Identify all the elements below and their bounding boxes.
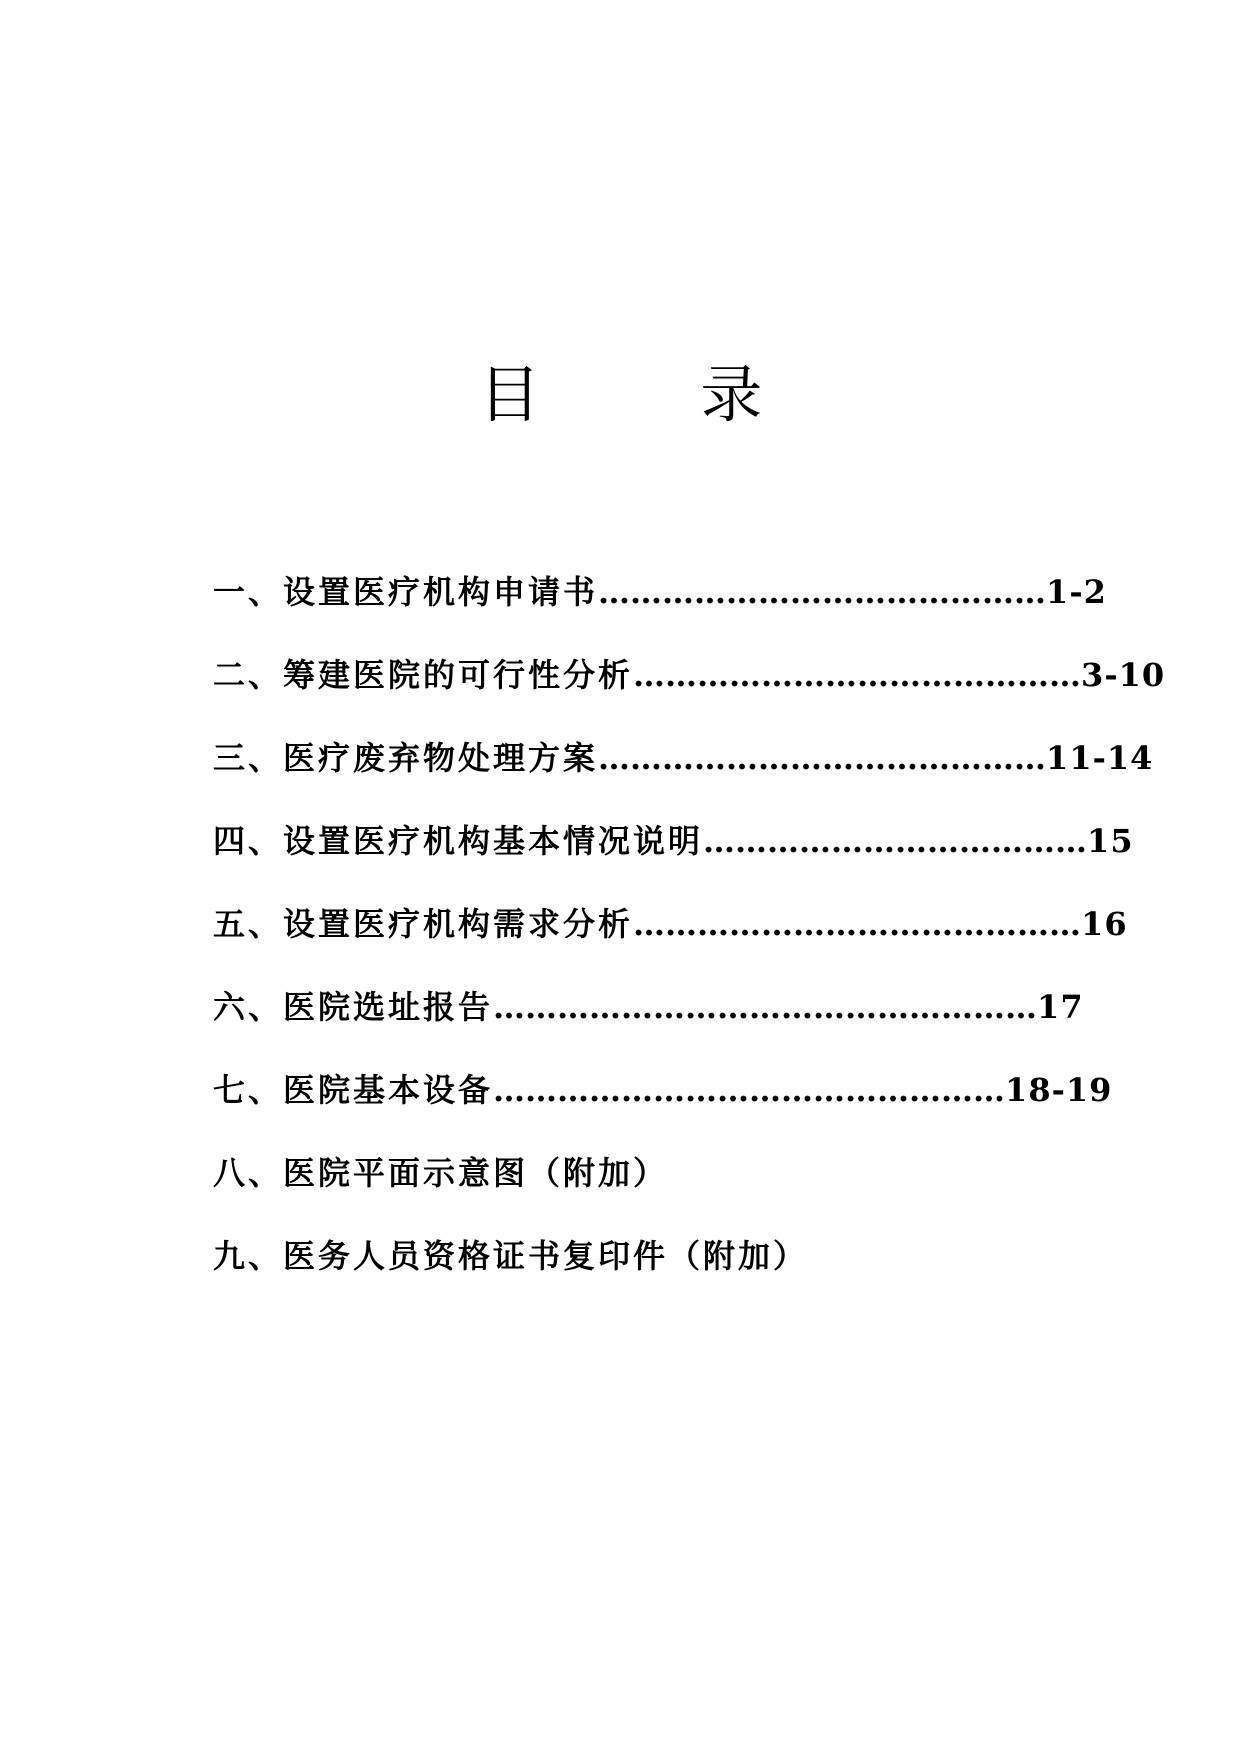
toc-entry-number: 六 (213, 988, 249, 1026)
toc-entry-separator: 、 (248, 822, 284, 860)
toc-entry-number: 九 (213, 1237, 249, 1275)
toc-dot-leader: ……………………………… (703, 822, 1088, 860)
toc-entry-3 (213, 734, 1213, 817)
toc-entry-title: 医务人员资格证书复印件 (283, 1237, 669, 1275)
toc-entry-4 (213, 817, 1213, 900)
toc-dot-leader: …………………………………… (598, 573, 1047, 611)
toc-entry-8 (213, 1149, 1213, 1232)
toc-page-number: 3-10 (1081, 656, 1166, 694)
toc-dot-leader: …………………………………… (633, 656, 1082, 694)
toc-entry-title: 设置医疗机构基本情况说明 (283, 822, 704, 860)
toc-dot-leader: …………………………………… (633, 905, 1082, 943)
toc-page-number: 18-19 (1005, 1071, 1113, 1109)
toc-entry-separator: 、 (248, 988, 284, 1026)
toc-entry-title: 设置医疗机构申请书 (283, 573, 599, 611)
toc-page-number: 1-2 (1046, 573, 1107, 611)
toc-entry-2 (213, 651, 1213, 734)
toc-entry-separator: 、 (248, 1237, 284, 1275)
toc-entry-number: 四 (213, 822, 249, 860)
toc-entry-title: 医院平面示意图 (283, 1154, 529, 1192)
toc-entry-note: （附加） (528, 1154, 669, 1192)
table-of-contents (213, 568, 1213, 1315)
toc-dot-leader: …………………………………………… (493, 988, 1038, 1026)
toc-page-number: 16 (1081, 905, 1128, 943)
toc-entry-7 (213, 1066, 1213, 1149)
toc-page-number: 15 (1087, 822, 1134, 860)
toc-entry-separator: 、 (248, 739, 284, 777)
toc-entry-title: 医院选址报告 (283, 988, 494, 1026)
toc-entry-1 (213, 568, 1213, 651)
toc-entry-number: 七 (213, 1071, 249, 1109)
toc-page-number: 11-14 (1046, 739, 1154, 777)
toc-entry-number: 三 (213, 739, 249, 777)
toc-entry-6 (213, 983, 1213, 1066)
toc-entry-note: （附加） (668, 1237, 809, 1275)
toc-dot-leader: ………………………………………… (493, 1071, 1006, 1109)
toc-entry-title: 医疗废弃物处理方案 (283, 739, 599, 777)
toc-dot-leader: …………………………………… (598, 739, 1047, 777)
toc-entry-separator: 、 (248, 573, 284, 611)
toc-entry-title: 筹建医院的可行性分析 (283, 656, 634, 694)
toc-entry-separator: 、 (248, 1071, 284, 1109)
page-title: 目 录 (478, 358, 833, 431)
toc-entry-5 (213, 900, 1213, 983)
toc-entry-number: 一 (213, 573, 249, 611)
toc-entry-9 (213, 1232, 1213, 1315)
toc-entry-title: 设置医疗机构需求分析 (283, 905, 634, 943)
toc-entry-title: 医院基本设备 (283, 1071, 494, 1109)
toc-entry-separator: 、 (248, 1154, 284, 1192)
toc-entry-number: 五 (213, 905, 249, 943)
toc-entry-separator: 、 (248, 656, 284, 694)
toc-entry-number: 二 (213, 656, 249, 694)
toc-entry-number: 八 (213, 1154, 249, 1192)
toc-entry-separator: 、 (248, 905, 284, 943)
toc-page-number: 17 (1037, 988, 1084, 1026)
